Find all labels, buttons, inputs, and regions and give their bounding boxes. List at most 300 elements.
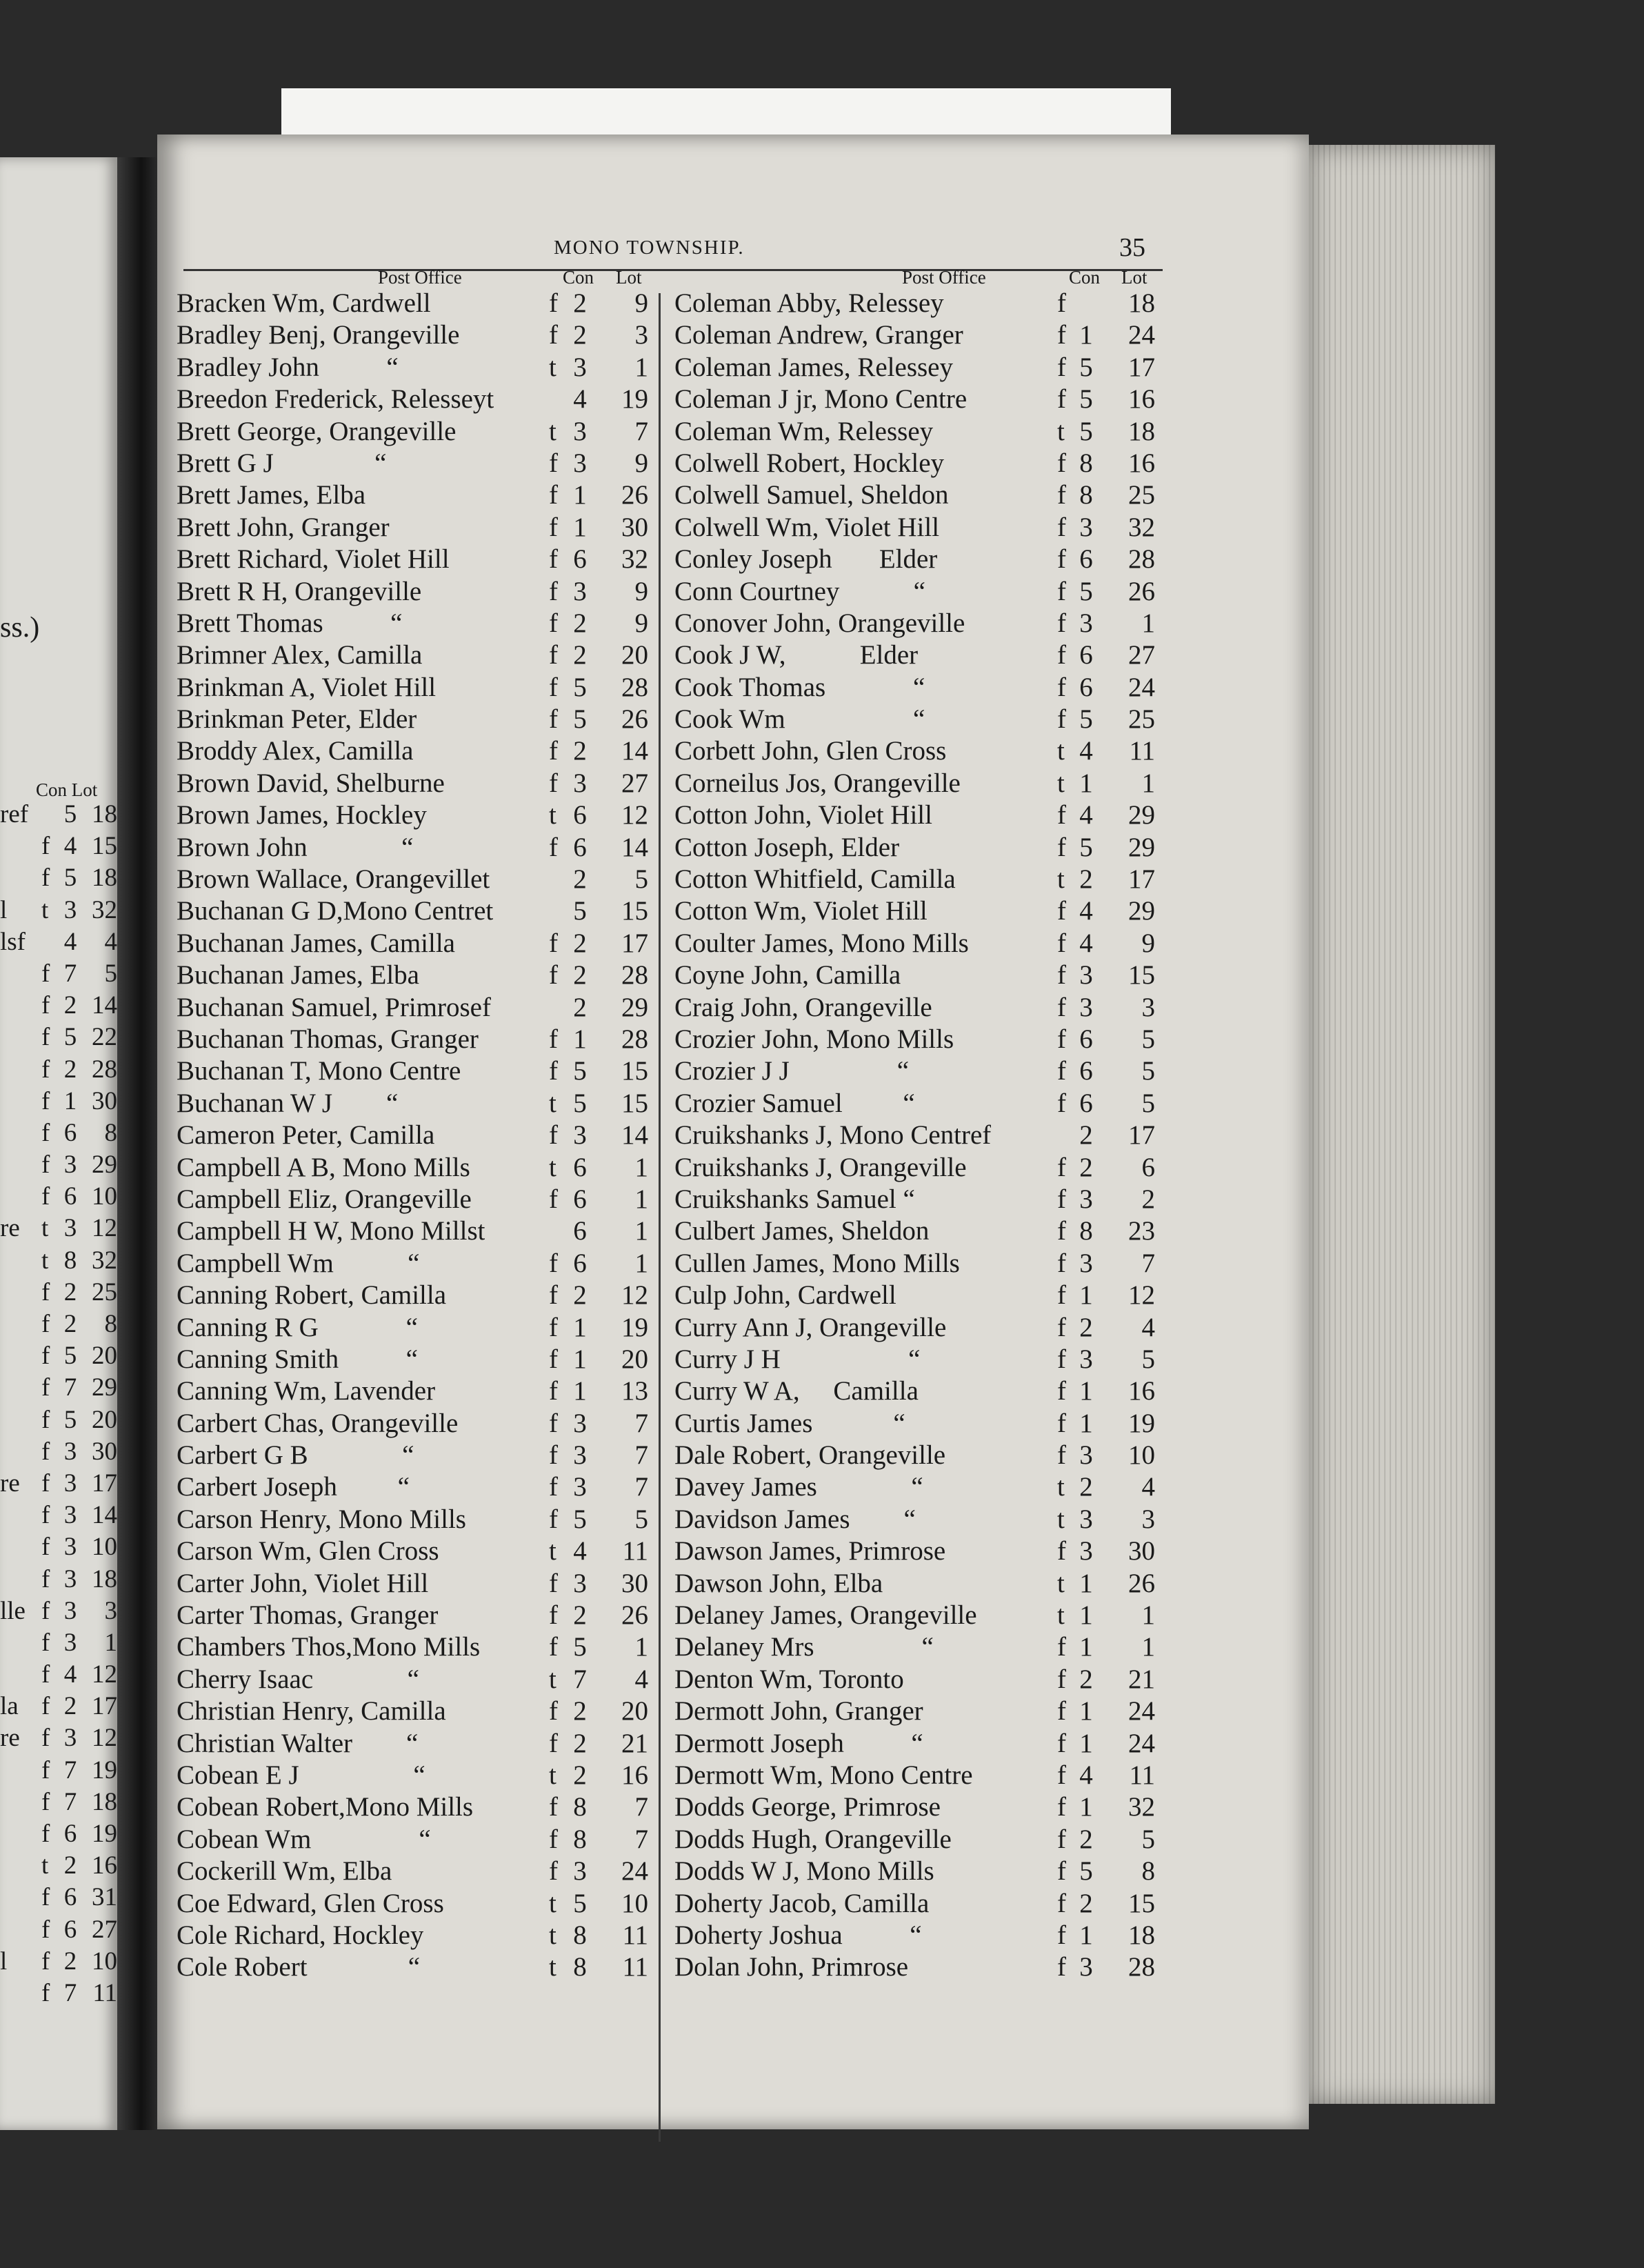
directory-entry (177, 1791, 652, 1823)
directory-entry (177, 352, 652, 384)
entry-name: Buchanan Thomas, Granger (177, 1024, 479, 1054)
entry-con: 7 (573, 1664, 587, 1694)
left-page-entry (0, 1882, 117, 1913)
left-page-entry-cls: f (41, 1469, 50, 1498)
entry-lot: 27 (1128, 640, 1155, 670)
entry-name: Dolan John, Primrose (674, 1952, 909, 1982)
entry-name: Carbert G B “ (177, 1440, 414, 1471)
directory-entry (674, 1664, 1164, 1695)
entry-con: 6 (573, 1248, 587, 1278)
entry-name: Campbell H W, Mono Millst (177, 1216, 485, 1246)
entry-name: Cotton Wm, Violet Hill (674, 896, 928, 926)
entry-name: Chambers Thos,Mono Mills (177, 1632, 481, 1662)
entry-class: f (1057, 1152, 1066, 1182)
left-page-entry-lot: 20 (92, 1342, 117, 1371)
entry-name: Cherry Isaac “ (177, 1664, 419, 1694)
left-page-entry-cls: f (41, 1501, 50, 1530)
entry-con: 3 (1079, 1536, 1093, 1566)
directory-entry (674, 768, 1164, 799)
left-page-entry-cls: f (41, 1342, 50, 1371)
entry-class: f (1057, 544, 1066, 575)
directory-entry (674, 735, 1164, 767)
entry-lot: 25 (1128, 480, 1155, 510)
entry-class: f (549, 1056, 558, 1086)
entry-lot: 11 (622, 1920, 648, 1950)
entry-name: Curry Ann J, Orangeville (674, 1312, 947, 1342)
directory-entry (674, 416, 1164, 448)
left-page-entry-con: 6 (63, 1883, 77, 1912)
entry-name: Brinkman A, Violet Hill (177, 672, 437, 702)
entry-class: f (549, 1600, 558, 1631)
entry-lot: 29 (621, 992, 648, 1022)
directory-entry (674, 576, 1164, 608)
entry-con: 1 (1079, 1568, 1093, 1598)
entry-con: 2 (573, 736, 587, 766)
entry-lot: 5 (1141, 1344, 1155, 1374)
entry-lot: 16 (1128, 1376, 1155, 1406)
left-page-entry-cls: f (41, 1310, 50, 1338)
left-page-entry-con: 7 (63, 1978, 77, 2007)
entry-lot: 1 (634, 1248, 648, 1278)
entry-lot: 11 (1129, 1760, 1155, 1790)
left-page-entry-lot: 10 (92, 1182, 117, 1211)
left-page-entry-con: 7 (63, 959, 77, 988)
entry-class: f (1057, 1536, 1066, 1566)
entry-lot: 15 (1128, 1888, 1155, 1918)
left-page-entry-con: 1 (63, 1086, 77, 1115)
entry-class: f (1057, 608, 1066, 638)
entry-class: f (1057, 1376, 1066, 1406)
directory-entry (674, 1248, 1164, 1280)
entry-con: 1 (573, 512, 587, 542)
entry-con: 2 (573, 320, 587, 350)
left-page-entry-con: 3 (63, 1151, 77, 1180)
entry-lot: 12 (1128, 1280, 1155, 1311)
entry-name: Curry W A, Camilla (674, 1376, 919, 1406)
entry-con: 3 (1079, 992, 1093, 1022)
left-page-entry-con: 2 (63, 1310, 77, 1338)
entry-con: 4 (573, 1536, 587, 1566)
entry-lot: 14 (621, 832, 648, 862)
entry-name: Campbell A B, Mono Mills (177, 1152, 470, 1182)
entry-name: Conover John, Orangeville (674, 608, 965, 638)
entry-class: t (549, 416, 557, 446)
directory-entry (674, 352, 1164, 384)
left-page-entry-pre: lsf (0, 927, 26, 956)
entry-name: Cobean E J “ (177, 1760, 425, 1790)
entry-class: f (1057, 1184, 1066, 1214)
left-page-entry (0, 830, 117, 862)
entry-name: Cotton John, Violet Hill (674, 800, 932, 830)
entry-lot: 3 (1141, 1504, 1155, 1534)
entry-name: Dodds Hugh, Orangeville (674, 1824, 952, 1854)
directory-entry (674, 992, 1164, 1024)
entry-lot: 16 (1128, 448, 1155, 478)
entry-con: 6 (1079, 1056, 1093, 1086)
directory-entry (674, 1920, 1164, 1951)
entry-lot: 10 (1128, 1440, 1155, 1471)
entry-con: 5 (1079, 1856, 1093, 1887)
entry-con: 6 (1079, 640, 1093, 670)
entry-con: 1 (1079, 1696, 1093, 1727)
left-page-entry-lot: 30 (92, 1086, 117, 1115)
entry-class: f (549, 1728, 558, 1758)
entry-lot: 11 (622, 1536, 648, 1566)
entry-lot: 30 (621, 512, 648, 542)
directory-entry (177, 832, 652, 864)
left-page-entry-con: 8 (63, 1246, 77, 1275)
entry-name: Cole Richard, Hockley (177, 1920, 424, 1950)
left-page-entry (0, 1213, 117, 1244)
left-page-column-header (36, 779, 97, 801)
entry-class: f (1057, 1216, 1066, 1246)
entry-class: t (549, 1088, 557, 1118)
entry-con: 5 (573, 1888, 587, 1918)
entry-con: 1 (1079, 1376, 1093, 1406)
entry-con: 4 (1079, 736, 1093, 766)
entry-class: f (549, 1024, 558, 1054)
directory-entry (674, 1440, 1164, 1471)
left-page-entry-cls: f (41, 1596, 50, 1625)
entry-name: Denton Wm, Toronto (674, 1664, 904, 1694)
entry-con: 1 (573, 480, 587, 510)
entry-con: 3 (1079, 1344, 1093, 1374)
left-page-entry-con: 5 (63, 864, 77, 893)
directory-entry (177, 1920, 652, 1951)
left-page-entry (0, 1722, 117, 1754)
entry-class: f (549, 736, 558, 766)
directory-page (157, 135, 1309, 2129)
entry-lot: 24 (1128, 1696, 1155, 1727)
entry-lot: 12 (621, 800, 648, 830)
entry-class: f (549, 448, 558, 478)
entry-con: 5 (1079, 576, 1093, 606)
left-page-entry-con: 5 (63, 1342, 77, 1371)
entry-class: f (1057, 384, 1066, 415)
left-page-entry-con: 3 (63, 1214, 77, 1243)
entry-name: Crozier J J “ (674, 1056, 910, 1086)
entry-name: Cook Thomas “ (674, 672, 925, 702)
entry-class: f (549, 1824, 558, 1854)
entry-con: 5 (1079, 384, 1093, 415)
left-page-entry-lot: 1 (104, 1628, 117, 1657)
entry-con: 5 (1079, 832, 1093, 862)
left-page-entry-cls: f (41, 1660, 50, 1689)
entry-lot: 1 (634, 1184, 648, 1214)
entry-name: Carson Henry, Mono Mills (177, 1504, 466, 1534)
left-page-entry-con: 2 (63, 1277, 77, 1306)
entry-name: Dawson James, Primrose (674, 1536, 946, 1566)
left-page-entry (0, 1436, 117, 1468)
entry-con: 8 (573, 1952, 587, 1982)
directory-entry (177, 1120, 652, 1151)
entry-name: Broddy Alex, Camilla (177, 736, 414, 766)
left-page-entry-cls: f (41, 1978, 50, 2007)
left-page-entry-con: 4 (63, 927, 77, 956)
entry-name: Dawson John, Elba (674, 1568, 883, 1598)
entry-name: Bradley Benj, Orangeville (177, 320, 460, 350)
entry-name: Brett G J “ (177, 448, 387, 478)
entry-lot: 20 (621, 1696, 648, 1727)
left-page-entry (0, 1086, 117, 1117)
directory-entry (177, 735, 652, 767)
entry-name: Cameron Peter, Camilla (177, 1120, 435, 1151)
entry-name: Colwell Wm, Violet Hill (674, 512, 940, 542)
entry-class: f (1057, 448, 1066, 478)
entry-name: Coleman Andrew, Granger (674, 320, 963, 350)
directory-entry (674, 799, 1164, 831)
left-page-entry-lot: 18 (92, 864, 117, 893)
lot-header-right: Lot (1121, 267, 1147, 288)
entry-name: Brett John, Granger (177, 512, 390, 542)
directory-entry (674, 1600, 1164, 1631)
entry-name: Brett Richard, Violet Hill (177, 544, 450, 575)
entry-class: f (1057, 1888, 1066, 1918)
entry-con: 1 (1079, 1728, 1093, 1758)
entry-lot: 23 (1128, 1216, 1155, 1246)
directory-entry (674, 1760, 1164, 1791)
left-page-entry-lot: 15 (92, 832, 117, 861)
entry-class: f (1057, 1632, 1066, 1662)
entry-name: Carter John, Violet Hill (177, 1568, 429, 1598)
entry-class: t (1057, 1504, 1065, 1534)
entry-con: 2 (1079, 1824, 1093, 1854)
left-page-entry-con: 2 (63, 1947, 77, 1976)
directory-entry (177, 1856, 652, 1887)
entry-con: 3 (1079, 512, 1093, 542)
entry-name: Christian Henry, Camilla (177, 1696, 446, 1727)
directory-entry (674, 1888, 1164, 1920)
left-page-entry-pre: l (0, 895, 8, 924)
entry-class: f (549, 1504, 558, 1534)
left-page-entries (0, 799, 117, 2009)
entry-con: 6 (1079, 544, 1093, 575)
left-page-entry-cls: f (41, 1787, 50, 1816)
directory-entry (674, 1024, 1164, 1055)
left-page-entry-lot: 30 (92, 1437, 117, 1466)
left-page-entry-cls: f (41, 1151, 50, 1180)
entry-name: Corneilus Jos, Orangeville (674, 768, 961, 798)
left-page-entry-cls: t (41, 1851, 49, 1880)
directory-entry (674, 448, 1164, 479)
entry-name: Bracken Wm, Cardwell (177, 288, 431, 318)
entry-name: Brown Wallace, Orangevillet (177, 864, 490, 895)
directory-entry (177, 1280, 652, 1311)
header-rule (183, 269, 1163, 271)
left-page-entry-lot: 14 (92, 1501, 117, 1530)
left-page-entry-lot: 12 (92, 1660, 117, 1689)
left-page-entry-cls: f (41, 1724, 50, 1753)
entry-class: f (549, 672, 558, 702)
directory-entry (177, 1951, 652, 1983)
entry-class: f (1057, 1856, 1066, 1887)
left-page-entry (0, 1468, 117, 1500)
left-page-entry (0, 1564, 117, 1595)
entry-name: Canning Smith “ (177, 1344, 418, 1374)
left-page-entry-lot: 20 (92, 1405, 117, 1434)
left-lot-header: Lot (71, 779, 98, 800)
entry-lot: 1 (1141, 768, 1155, 798)
directory-entry (674, 895, 1164, 927)
page-block-edges (1309, 145, 1495, 2104)
left-page-entry-cls: f (41, 991, 50, 1020)
page-number: 35 (1119, 233, 1145, 262)
directory-entry (177, 639, 652, 671)
entry-name: Dale Robert, Orangeville (674, 1440, 946, 1471)
directory-entry (177, 1471, 652, 1503)
directory-entry (674, 384, 1164, 415)
entry-name: Canning Wm, Lavender (177, 1376, 436, 1406)
entry-lot: 30 (621, 1568, 648, 1598)
entry-name: Campbell Wm “ (177, 1248, 420, 1278)
entry-con: 3 (573, 352, 587, 382)
entry-class: f (549, 1280, 558, 1311)
entry-con: 2 (1079, 864, 1093, 895)
entry-class: f (1057, 928, 1066, 958)
entry-con: 1 (1079, 1920, 1093, 1950)
entry-lot: 1 (1141, 1600, 1155, 1631)
left-page-entry-lot: 3 (104, 1596, 117, 1625)
left-page-entry (0, 926, 117, 958)
entry-con: 3 (573, 576, 587, 606)
left-page-entry-pre: re (0, 1214, 20, 1243)
left-page-entry-lot: 12 (92, 1214, 117, 1243)
directory-entry (177, 1440, 652, 1471)
entry-lot: 16 (621, 1760, 648, 1790)
entry-class: f (549, 480, 558, 510)
entry-class: t (549, 1760, 557, 1790)
entry-con: 4 (1079, 1760, 1093, 1790)
directory-entry (177, 448, 652, 479)
entry-class: t (1057, 736, 1065, 766)
entry-lot: 24 (1128, 1728, 1155, 1758)
entry-lot: 5 (1141, 1088, 1155, 1118)
directory-entry (674, 1280, 1164, 1311)
left-page-entry-con: 2 (63, 1851, 77, 1880)
entry-lot: 24 (1128, 320, 1155, 350)
left-page-entry-cls: f (41, 1533, 50, 1562)
left-page-entry-lot: 18 (92, 1787, 117, 1816)
entry-con: 3 (1079, 1248, 1093, 1278)
entry-lot: 28 (621, 672, 648, 702)
entry-lot: 2 (1141, 1184, 1155, 1214)
left-page-entry-cls: f (41, 1023, 50, 1052)
entry-name: Buchanan W J “ (177, 1088, 399, 1118)
entry-con: 1 (573, 1344, 587, 1374)
directory-entry (177, 1664, 652, 1695)
entry-lot: 11 (1129, 736, 1155, 766)
left-page-entry-cls: f (41, 1437, 50, 1466)
entry-lot: 20 (621, 640, 648, 670)
entry-lot: 29 (1128, 800, 1155, 830)
entry-con: 2 (573, 288, 587, 318)
directory-entry (177, 864, 652, 895)
left-page-entry-lot: 8 (104, 1310, 117, 1338)
entry-class: f (549, 1792, 558, 1822)
entry-lot: 32 (621, 544, 648, 575)
entry-con: 3 (573, 416, 587, 446)
entry-con: 5 (573, 1056, 587, 1086)
entry-lot: 1 (634, 1632, 648, 1662)
entry-class: f (1057, 1728, 1066, 1758)
entry-class: f (1057, 480, 1066, 510)
directory-entry (674, 672, 1164, 704)
entry-class: f (1057, 1344, 1066, 1374)
entry-con: 6 (573, 544, 587, 575)
entry-class: f (1057, 832, 1066, 862)
entry-lot: 28 (1128, 544, 1155, 575)
entry-name: Brown James, Hockley (177, 800, 427, 830)
entry-name: Delaney James, Orangeville (674, 1600, 977, 1631)
left-page-entry-pre: re (0, 1724, 20, 1753)
entry-class: f (1057, 672, 1066, 702)
entry-class: f (1057, 1440, 1066, 1471)
left-page-entry (0, 1978, 117, 2009)
entry-lot: 3 (1141, 992, 1155, 1022)
entry-name: Corbett John, Glen Cross (674, 736, 947, 766)
left-page-entry-con: 2 (63, 991, 77, 1020)
left-page-entry-lot: 4 (104, 927, 117, 956)
left-page-entry-con: 5 (63, 1023, 77, 1052)
entry-con: 2 (573, 960, 587, 991)
entry-class: f (1057, 960, 1066, 991)
entry-lot: 5 (1141, 1056, 1155, 1086)
entry-con: 4 (1079, 928, 1093, 958)
directory-entry (674, 1631, 1164, 1663)
directory-entry (674, 1728, 1164, 1760)
entry-con: 1 (573, 1024, 587, 1054)
directory-entry (674, 288, 1164, 319)
directory-column-left (177, 288, 652, 1984)
entry-name: Cotton Whitfield, Camilla (674, 864, 956, 895)
entry-lot: 7 (634, 1440, 648, 1471)
entry-lot: 16 (1128, 384, 1155, 415)
entry-class: f (1057, 1664, 1066, 1694)
entry-class: t (1057, 416, 1065, 446)
directory-entry (177, 384, 652, 415)
directory-entry (177, 672, 652, 704)
con-header-left: Con (563, 267, 594, 288)
entry-class: f (549, 1696, 558, 1727)
entry-name: Canning R G “ (177, 1312, 418, 1342)
directory-entry (177, 1568, 652, 1600)
left-page-entry-cls: f (41, 1118, 50, 1147)
entry-lot: 15 (621, 896, 648, 926)
directory-entry (674, 1695, 1164, 1727)
left-page-entry-con: 3 (63, 1533, 77, 1562)
directory-entry (177, 1888, 652, 1920)
left-page-entry-cls: t (41, 1214, 49, 1243)
entry-lot: 21 (1128, 1664, 1155, 1694)
left-page-entry-con: 6 (63, 1915, 77, 1944)
entry-con: 8 (1079, 480, 1093, 510)
left-page-entry-pre: la (0, 1692, 19, 1721)
entry-name: Campbell Eliz, Orangeville (177, 1184, 472, 1214)
left-page-entry-cls: f (41, 1820, 50, 1848)
entry-class: t (1057, 864, 1065, 895)
entry-lot: 32 (1128, 1792, 1155, 1822)
entry-lot: 15 (1128, 960, 1155, 991)
entry-con: 3 (573, 1440, 587, 1471)
entry-lot: 9 (634, 576, 648, 606)
directory-entry (177, 1504, 652, 1535)
entry-class: f (549, 1312, 558, 1342)
entry-class: f (549, 1248, 558, 1278)
entry-con: 3 (1079, 608, 1093, 638)
running-head (157, 233, 1309, 264)
entry-lot: 7 (1141, 1248, 1155, 1278)
entry-con: 2 (573, 1760, 587, 1790)
